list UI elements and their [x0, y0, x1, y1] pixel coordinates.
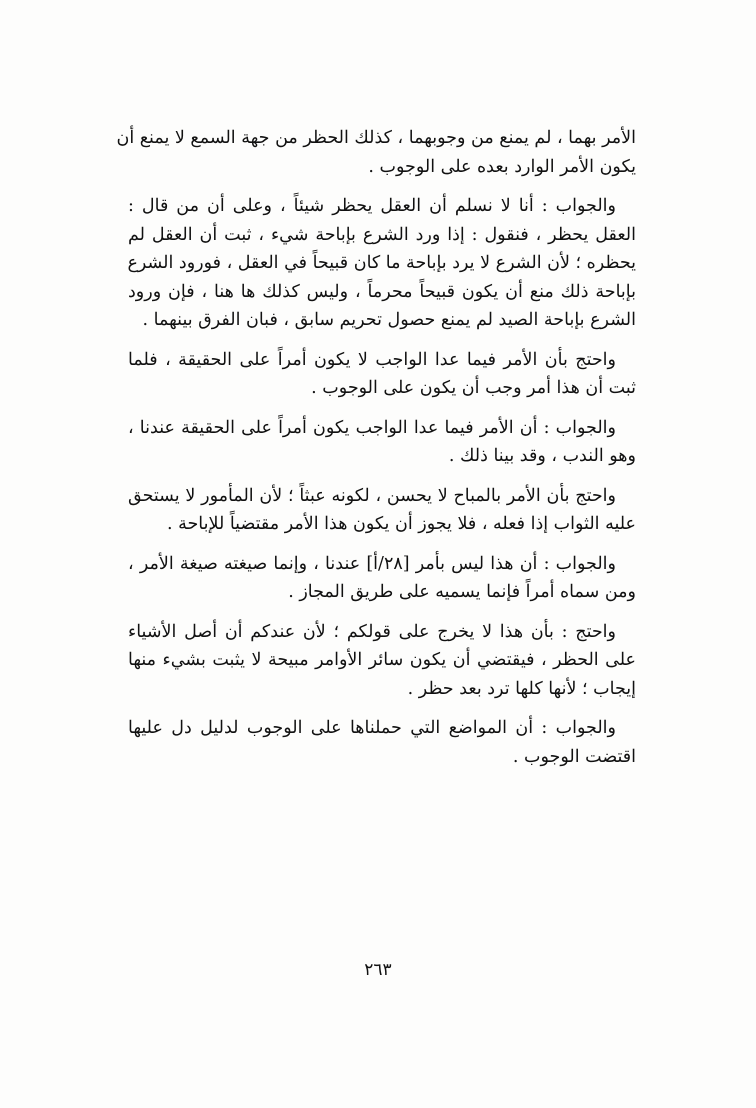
paragraph-6: [128, 550, 636, 607]
text-line: واحتج بأن الأمر بالمباح لا يحسن ، لكونه عبثاً ؛ لأن المأمور لا يستحق: [128, 485, 616, 506]
text-line: ثبت أن هذا أمر وجب أن يكون على الوجوب .: [311, 378, 636, 398]
text-line: اقتضت الوجوب .: [512, 746, 636, 767]
text-line: والجواب : أن الأمر فيما عدا الواجب يكون أمراً على الحقيقة عندنا ،: [128, 417, 616, 438]
text-line: واحتج : بأن هذا لا يخرج على قولكم ؛ لأن عندكم أن أصل الأشياء: [128, 621, 616, 642]
text-line: يكون الأمر الوارد بعده على الوجوب .: [368, 156, 636, 177]
text-line: يحظره ؛ لأن الشرع لا يرد بإباحة ما كان قبيحاً في العقل ، فورود الشرع: [127, 253, 636, 273]
text-line: إيجاب ؛ لأنها كلها ترد بعد حظر .: [407, 678, 636, 699]
text-line: والجواب : أنا لا نسلم أن العقل يحظر شيئاً ، وعلى أن من قال :: [128, 196, 616, 216]
text-line: العقل يحظر ، فنقول : إذا ورد الشرع بإباحة شيء ، ثبت أن العقل لم: [128, 224, 636, 245]
paragraph-5: [128, 482, 636, 539]
text-line: على الحظر ، فيقتضي أن يكون سائر الأوامر مبيحة لا يثبت بشيء منها: [128, 650, 636, 670]
page-number: ٢٦٣: [364, 960, 392, 980]
text-line: الأمر بهما ، لم يمنع من وجوبهما ، كذلك الحظر من جهة السمع لا يمنع أن: [116, 128, 636, 148]
text-line: عليه الثواب إذا فعله ، فلا يجوز أن يكون هذا الأمر مقتضياً للإباحة .: [166, 514, 636, 534]
paragraph-2: [128, 192, 636, 335]
text-line: بإباحة ذلك منع أن يكون قبيحاً محرماً ، وليس كذلك ها هنا ، فإن ورود: [128, 281, 636, 302]
paragraph-3: [128, 346, 636, 403]
paragraph-8: [128, 714, 636, 771]
paragraph-7: [128, 618, 636, 704]
paragraph-1: [116, 124, 636, 181]
text-line: وهو الندب ، وقد بينا ذلك .: [448, 446, 636, 466]
main-text: [116, 124, 636, 782]
text-line: واحتج بأن الأمر فيما عدا الواجب لا يكون أمراً على الحقيقة ، فلما: [128, 349, 616, 370]
text-line: والجواب : أن المواضع التي حملناها على الوجوب لدليل دل عليها: [128, 718, 616, 738]
text-line: ومن سماه أمراً فإنما يسميه على طريق المجاز .: [288, 582, 636, 602]
paragraph-4: [128, 414, 636, 471]
text-line: والجواب : أن هذا ليس بأمر [٢٨/أ] عندنا ، وإنما صيغته صيغة الأمر ،: [128, 553, 616, 574]
text-line: الشرع بإباحة الصيد لم يمنع حصول تحريم سابق ، فبان الفرق بينهما .: [142, 310, 636, 330]
